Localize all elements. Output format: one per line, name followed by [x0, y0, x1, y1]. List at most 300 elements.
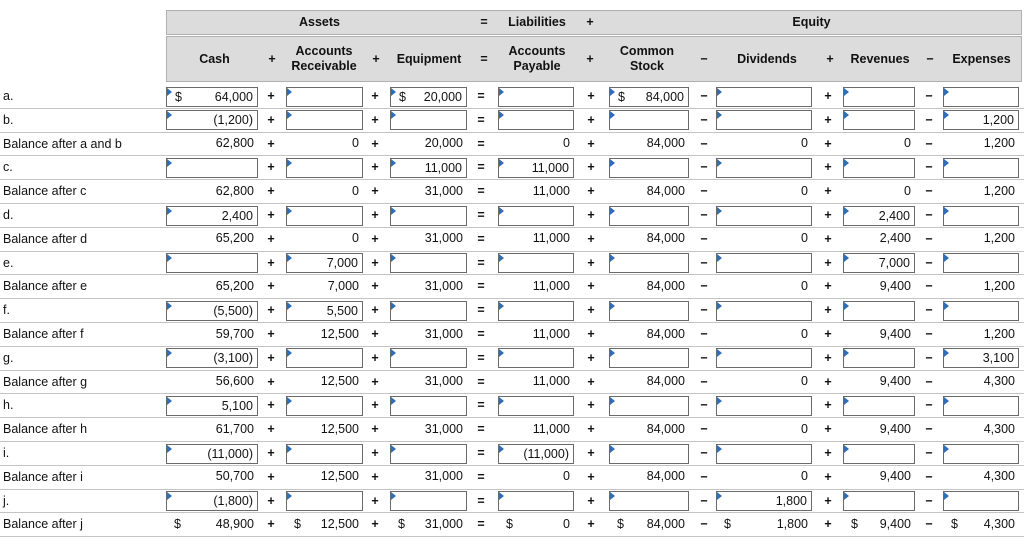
cell-value: 1,800 [775, 494, 807, 509]
balance-cell-cash [166, 325, 258, 345]
balance-cell-equipment [390, 229, 467, 249]
row-operator: − [925, 231, 933, 246]
row-operator: + [587, 350, 595, 365]
row-operator: + [267, 112, 275, 127]
row-operator: + [371, 517, 379, 532]
row-operator: − [925, 208, 933, 222]
entry-input-rev[interactable] [843, 253, 915, 273]
row-operator: = [477, 303, 485, 318]
balance-cell-ap [498, 134, 574, 154]
cell-value: 9,400 [879, 374, 911, 389]
row-operator: + [587, 446, 595, 460]
entry-input-cash[interactable] [166, 396, 258, 416]
entry-input-rev[interactable] [843, 301, 915, 321]
row-operator: + [824, 89, 832, 103]
cell-value: (3,100) [213, 351, 253, 366]
column-header-ar [282, 36, 366, 82]
row-operator: − [700, 231, 708, 246]
cell-value: 84,000 [646, 421, 685, 436]
entry-input-exp[interactable] [943, 110, 1019, 130]
entry-input-rev[interactable] [843, 87, 915, 107]
balance-cell-cs [609, 182, 689, 202]
balance-cell-div [716, 182, 812, 202]
row-operator: + [267, 231, 275, 246]
table-row [0, 513, 1024, 537]
balance-cell-ar [286, 467, 363, 487]
balance-cell-div [716, 325, 812, 345]
row-operator: = [477, 279, 485, 294]
entry-input-equipment[interactable] [390, 253, 467, 273]
cell-value: 84,000 [646, 231, 685, 246]
cell-value: (1,800) [213, 494, 253, 509]
entry-input-ar[interactable] [286, 348, 363, 368]
entry-input-equipment[interactable] [390, 158, 467, 178]
cell-value: 31,000 [424, 231, 463, 246]
table-row [0, 228, 1024, 252]
entry-input-cash[interactable] [166, 348, 258, 368]
row-operator: + [587, 255, 595, 270]
entry-input-equipment[interactable] [390, 396, 467, 416]
cell-value: 31,000 [424, 374, 463, 389]
equity-group-label: Equity [792, 15, 831, 29]
row-label: Balance after i [3, 469, 83, 484]
row-operator: + [267, 517, 275, 532]
cell-value: 0 [904, 136, 911, 151]
balance-cell-div [716, 467, 812, 487]
entry-input-exp[interactable] [943, 444, 1019, 464]
row-operator: + [267, 327, 275, 341]
cell-value: 84,000 [646, 136, 685, 151]
entry-input-ap[interactable] [498, 87, 574, 107]
entry-input-ar[interactable] [286, 444, 363, 464]
balance-cell-exp [943, 372, 1019, 392]
row-operator: + [371, 279, 379, 294]
plus-group-header [578, 10, 602, 35]
balance-cell-cs [609, 467, 689, 487]
row-operator: + [824, 469, 832, 484]
row-label: b. [3, 112, 14, 127]
row-operator: − [700, 517, 708, 532]
entry-input-cs[interactable] [609, 348, 689, 368]
entry-input-ar[interactable] [286, 110, 363, 130]
row-label: Balance after a and b [3, 136, 122, 151]
balance-cell-cash [166, 467, 258, 487]
entry-input-cs[interactable] [609, 253, 689, 273]
row-operator: + [824, 350, 832, 365]
equals-group-header [472, 10, 496, 35]
row-operator: + [267, 160, 275, 175]
cell-value: 1,200 [983, 326, 1015, 341]
entry-input-cs[interactable] [609, 158, 689, 178]
row-operator: + [371, 112, 379, 127]
balance-cell-div [716, 372, 812, 392]
row-operator: + [587, 517, 595, 532]
row-operator: − [925, 422, 933, 437]
row-operator: + [824, 493, 832, 508]
entry-input-div[interactable] [716, 396, 812, 416]
balance-cell-equipment [390, 515, 467, 535]
entry-input-ap[interactable] [498, 158, 574, 178]
dollar-sign: $ [618, 89, 625, 104]
entry-input-cash[interactable] [166, 158, 258, 178]
dollar-sign: $ [294, 516, 301, 531]
entry-input-rev[interactable] [843, 158, 915, 178]
entry-input-equipment[interactable] [390, 301, 467, 321]
row-label: Balance after c [3, 184, 87, 199]
entry-input-cs[interactable] [609, 396, 689, 416]
row-operator: + [371, 255, 379, 270]
cell-value: 9,400 [879, 516, 911, 531]
entry-input-div[interactable] [716, 348, 812, 368]
cell-value: 12,500 [320, 469, 359, 484]
column-header-cs [602, 36, 692, 82]
cell-value: 1,200 [983, 278, 1015, 293]
balance-cell-cash [166, 420, 258, 440]
balance-cell-equipment [390, 420, 467, 440]
cell-value: 84,000 [646, 374, 685, 389]
cell-value: 0 [352, 183, 359, 198]
entry-input-cash[interactable] [166, 444, 258, 464]
row-label: Balance after g [3, 374, 88, 389]
cell-value: 0 [801, 326, 808, 341]
entry-input-cs[interactable] [609, 110, 689, 130]
entry-input-equipment[interactable] [390, 110, 467, 130]
cell-value: 0 [801, 374, 808, 389]
cell-value: 11,000 [424, 160, 462, 175]
row-operator: = [477, 255, 485, 270]
cell-value: 11,000 [532, 183, 570, 198]
row-operator: = [477, 231, 485, 246]
dollar-sign: $ [506, 516, 513, 531]
row-operator: − [700, 303, 708, 318]
operator-sign: − [700, 51, 708, 66]
row-operator: + [824, 208, 832, 222]
entry-input-div[interactable] [716, 158, 812, 178]
table-row [0, 85, 1024, 109]
entry-input-ap[interactable] [498, 348, 574, 368]
row-operator: + [824, 303, 832, 318]
dollar-sign: $ [174, 516, 181, 531]
entry-input-ap[interactable] [498, 110, 574, 130]
cell-value: 12,500 [320, 374, 359, 389]
cell-value: 84,000 [646, 516, 685, 531]
cell-value: 1,200 [983, 136, 1015, 151]
entry-input-div[interactable] [716, 253, 812, 273]
cell-value: 11,000 [531, 160, 569, 175]
row-operator: + [587, 374, 595, 389]
balance-cell-ap [498, 420, 574, 440]
entry-input-rev[interactable] [843, 491, 915, 511]
column-header-cash [166, 36, 262, 82]
balance-cell-equipment [390, 277, 467, 297]
table-row [0, 252, 1024, 276]
row-operator: − [925, 255, 933, 270]
column-operator-header [366, 36, 386, 82]
cell-value: (1,200) [213, 113, 253, 128]
row-operator: + [587, 398, 595, 413]
balance-cell-cs [609, 515, 689, 535]
cell-value: 4,300 [983, 421, 1015, 436]
entry-input-div[interactable] [716, 491, 812, 511]
balance-cell-ar [286, 420, 363, 440]
cell-value: 0 [801, 231, 808, 246]
cell-value: 31,000 [424, 516, 463, 531]
entry-input-ar[interactable] [286, 396, 363, 416]
row-operator: + [267, 303, 275, 318]
balance-cell-exp [943, 134, 1019, 154]
row-operator: + [587, 89, 595, 103]
row-label: f. [3, 303, 10, 318]
column-header-exp [942, 36, 1022, 82]
entry-input-exp[interactable] [943, 206, 1019, 226]
entry-input-rev[interactable] [843, 110, 915, 130]
row-operator: − [700, 422, 708, 437]
table-row [0, 466, 1024, 490]
row-operator: + [267, 350, 275, 365]
cell-value: (11,000) [523, 446, 569, 461]
entry-input-cs[interactable] [609, 444, 689, 464]
balance-cell-div [716, 229, 812, 249]
cell-value: 7,000 [326, 256, 358, 271]
entry-input-cash[interactable] [166, 110, 258, 130]
entry-input-cash[interactable] [166, 253, 258, 273]
cell-value: 12,500 [320, 326, 359, 341]
entry-input-ar[interactable] [286, 87, 363, 107]
entry-input-div[interactable] [716, 444, 812, 464]
cell-value: 0 [563, 136, 570, 151]
row-label: Balance after h [3, 422, 88, 437]
balance-cell-cash [166, 182, 258, 202]
row-operator: − [925, 398, 933, 413]
cell-value: 84,000 [646, 183, 685, 198]
entry-input-exp[interactable] [943, 87, 1019, 107]
entry-input-rev[interactable] [843, 396, 915, 416]
row-operator: = [477, 422, 485, 437]
balance-cell-ap [498, 515, 574, 535]
balance-cell-cs [609, 134, 689, 154]
balance-cell-rev [843, 325, 915, 345]
balance-cell-rev [843, 182, 915, 202]
row-operator: = [477, 517, 485, 532]
table-row [0, 371, 1024, 395]
row-operator: + [371, 327, 379, 341]
cell-value: 5,100 [221, 398, 253, 413]
table-row [0, 156, 1024, 180]
row-operator: + [587, 184, 595, 199]
row-operator: − [925, 327, 933, 341]
balance-cell-equipment [390, 182, 467, 202]
entry-input-div[interactable] [716, 110, 812, 130]
balance-cell-ar [286, 515, 363, 535]
cell-value: 4,300 [983, 516, 1015, 531]
row-operator: + [824, 279, 832, 294]
balance-cell-cs [609, 277, 689, 297]
row-operator: + [587, 160, 595, 175]
cell-value: 11,000 [532, 374, 570, 389]
table-row [0, 180, 1024, 204]
table-row [0, 323, 1024, 347]
entry-input-ap[interactable] [498, 301, 574, 321]
cell-value: 2,400 [878, 208, 910, 223]
balance-cell-exp [943, 325, 1019, 345]
column-header-rev [842, 36, 918, 82]
row-operator: + [267, 446, 275, 460]
dollar-sign: $ [617, 516, 624, 531]
balance-cell-equipment [390, 372, 467, 392]
entry-input-equipment[interactable] [390, 87, 467, 107]
entry-input-ar[interactable] [286, 206, 363, 226]
entry-input-cash[interactable] [166, 206, 258, 226]
row-label: g. [3, 350, 14, 365]
row-operator: + [824, 184, 832, 199]
balance-cell-cash [166, 229, 258, 249]
entry-input-rev[interactable] [843, 444, 915, 464]
row-operator: + [824, 160, 832, 175]
cell-value: 0 [801, 136, 808, 151]
row-operator: = [477, 350, 485, 365]
cell-value: 1,200 [983, 183, 1015, 198]
entry-input-exp[interactable] [943, 396, 1019, 416]
entry-input-ap[interactable] [498, 444, 574, 464]
entry-input-cs[interactable] [609, 301, 689, 321]
column-header-label: Accounts Receivable [291, 44, 357, 73]
entry-input-ap[interactable] [498, 491, 574, 511]
entry-input-exp[interactable] [943, 348, 1019, 368]
entry-input-ap[interactable] [498, 396, 574, 416]
column-operator-header [818, 36, 842, 82]
row-operator: − [700, 136, 708, 151]
cell-value: 9,400 [879, 421, 911, 436]
row-operator: + [824, 517, 832, 532]
row-operator: + [371, 398, 379, 413]
column-header-label: Cash [199, 51, 230, 66]
row-operator: + [267, 398, 275, 413]
cell-value: 20,000 [423, 89, 462, 104]
entry-input-div[interactable] [716, 87, 812, 107]
balance-cell-exp [943, 515, 1019, 535]
row-operator: + [587, 279, 595, 294]
column-header-label: Revenues [850, 51, 910, 66]
cell-value: 84,000 [646, 469, 685, 484]
balance-cell-ap [498, 277, 574, 297]
balance-cell-cs [609, 420, 689, 440]
column-operator-header [578, 36, 602, 82]
operator-sign: + [826, 51, 834, 66]
entry-input-equipment[interactable] [390, 206, 467, 226]
balance-cell-ar [286, 325, 363, 345]
entry-input-equipment[interactable] [390, 348, 467, 368]
entry-input-exp[interactable] [943, 491, 1019, 511]
balance-cell-rev [843, 229, 915, 249]
column-header-label: Common Stock [619, 44, 675, 73]
cell-value: 1,200 [983, 231, 1015, 246]
balance-cell-exp [943, 277, 1019, 297]
row-label: Balance after f [3, 327, 84, 341]
row-operator: = [477, 469, 485, 484]
row-operator: − [925, 112, 933, 127]
row-operator: = [477, 398, 485, 413]
balance-cell-exp [943, 467, 1019, 487]
row-operator: = [477, 208, 485, 222]
row-operator: + [824, 231, 832, 246]
entry-input-rev[interactable] [843, 206, 915, 226]
entry-input-ap[interactable] [498, 253, 574, 273]
row-operator: + [824, 136, 832, 151]
row-operator: + [587, 469, 595, 484]
entry-input-exp[interactable] [943, 301, 1019, 321]
row-operator: + [587, 493, 595, 508]
row-operator: + [267, 493, 275, 508]
worksheet [0, 10, 1024, 548]
row-operator: − [925, 89, 933, 103]
row-operator: − [700, 255, 708, 270]
entry-input-div[interactable] [716, 206, 812, 226]
entry-input-exp[interactable] [943, 253, 1019, 273]
row-operator: − [700, 398, 708, 413]
row-operator: = [477, 112, 485, 127]
entry-input-ar[interactable] [286, 158, 363, 178]
column-header-ap [496, 36, 578, 82]
row-operator: − [925, 279, 933, 294]
balance-cell-ap [498, 229, 574, 249]
entry-input-cash[interactable] [166, 301, 258, 321]
row-operator: − [925, 136, 933, 151]
entry-input-ar[interactable] [286, 491, 363, 511]
row-operator: − [925, 374, 933, 389]
column-header-div [716, 36, 818, 82]
entry-input-cs[interactable] [609, 87, 689, 107]
entry-input-ap[interactable] [498, 206, 574, 226]
entry-input-exp[interactable] [943, 158, 1019, 178]
entry-input-equipment[interactable] [390, 444, 467, 464]
column-header-label: Expenses [952, 51, 1011, 66]
entry-input-equipment[interactable] [390, 491, 467, 511]
cell-value: 11,000 [532, 278, 570, 293]
column-header-label: Accounts Payable [508, 44, 566, 73]
cell-value: 0 [801, 469, 808, 484]
balance-cell-ar [286, 134, 363, 154]
row-operator: = [477, 327, 485, 341]
row-operator: − [925, 303, 933, 318]
entry-input-ar[interactable] [286, 301, 363, 321]
table-row [0, 394, 1024, 418]
entry-input-cash[interactable] [166, 87, 258, 107]
entry-input-div[interactable] [716, 301, 812, 321]
cell-value: 56,600 [215, 374, 254, 389]
entry-input-cash[interactable] [166, 491, 258, 511]
cell-value: 11,000 [532, 231, 570, 246]
cell-value: 62,800 [215, 136, 254, 151]
dollar-sign: $ [951, 516, 958, 531]
entry-input-cs[interactable] [609, 206, 689, 226]
row-operator: − [925, 517, 933, 532]
cell-value: (11,000) [207, 446, 253, 461]
column-operator-header [472, 36, 496, 82]
row-label: i. [3, 446, 10, 460]
balance-cell-exp [943, 420, 1019, 440]
cell-value: 0 [801, 183, 808, 198]
row-operator: + [267, 255, 275, 270]
row-operator: − [700, 279, 708, 294]
cell-value: 59,700 [215, 326, 254, 341]
entry-input-rev[interactable] [843, 348, 915, 368]
dollar-sign: $ [398, 516, 405, 531]
cell-value: 4,300 [983, 469, 1015, 484]
entry-input-cs[interactable] [609, 491, 689, 511]
entry-input-ar[interactable] [286, 253, 363, 273]
balance-cell-ar [286, 277, 363, 297]
operator-sign: + [268, 51, 276, 66]
